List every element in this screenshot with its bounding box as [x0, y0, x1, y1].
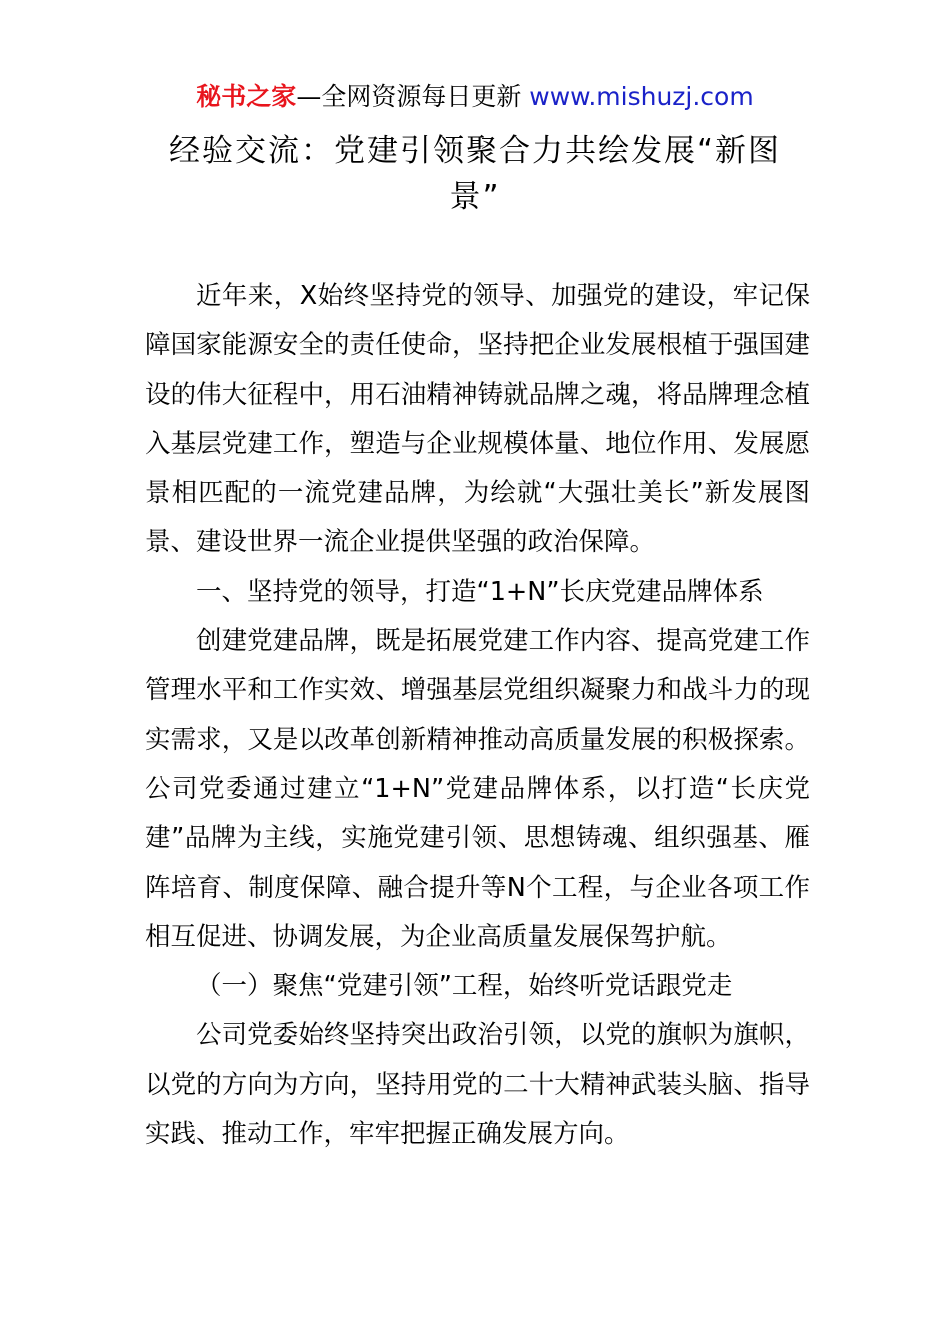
brand-name: 秘书之家 — [196, 82, 297, 111]
site-header — [0, 80, 950, 114]
section-heading-1: 一、坚持党的领导，打造“1+N”长庆党建品牌体系 — [196, 576, 764, 607]
document-title: 经验交流：党建引领聚合力共绘发展“新图景” — [168, 133, 782, 215]
paragraph-subsection-1: 公司党委始终坚持突出政治引领，以党的旗帜为旗帜，以党的方向为方向，坚持用党的二十大精神武装头脑、指导实践、推动工作，牢牢把握正确发展方向。 — [145, 1020, 810, 1150]
paragraph-intro: 近年来，X始终坚持党的领导、加强党的建设，牢记保障国家能源安全的责任使命，坚持把企业发展根植于强国建设的伟大征程中，用石油精神铸就品牌之魂，将品牌理念植入基层党建工作，塑造与企业规模体量、地位作用、发展愿景相匹配的一流党建品牌，为绘就“大强壮美长”新发展图景、建设世界一流企业提供坚强的政治保障。 — [145, 281, 810, 558]
header-tagline: —全网资源每日更新 — [296, 82, 522, 111]
subsection-heading-1: （一）聚焦“党建引领”工程，始终听党话跟党走 — [196, 971, 733, 1002]
paragraph-section-1: 创建党建品牌，既是拓展党建工作内容、提高党建工作管理水平和工作实效、增强基层党组织凝聚力和战斗力的现实需求，又是以改革创新精神推动高质量发展的积极探索。公司党委通过建立“1+N”党建品牌体系，以打造“长庆党建”品牌为主线，实施党建引领、思想铸魂、组织强基、雁阵培育、制度保障、融合提升等N个工程，与企业各项工作相互促进、协调发展，为企业高质量发展保驾护航。 — [145, 626, 810, 952]
site-url-link[interactable]: www.mishuzj.com — [529, 82, 754, 111]
document-body — [145, 272, 810, 1159]
